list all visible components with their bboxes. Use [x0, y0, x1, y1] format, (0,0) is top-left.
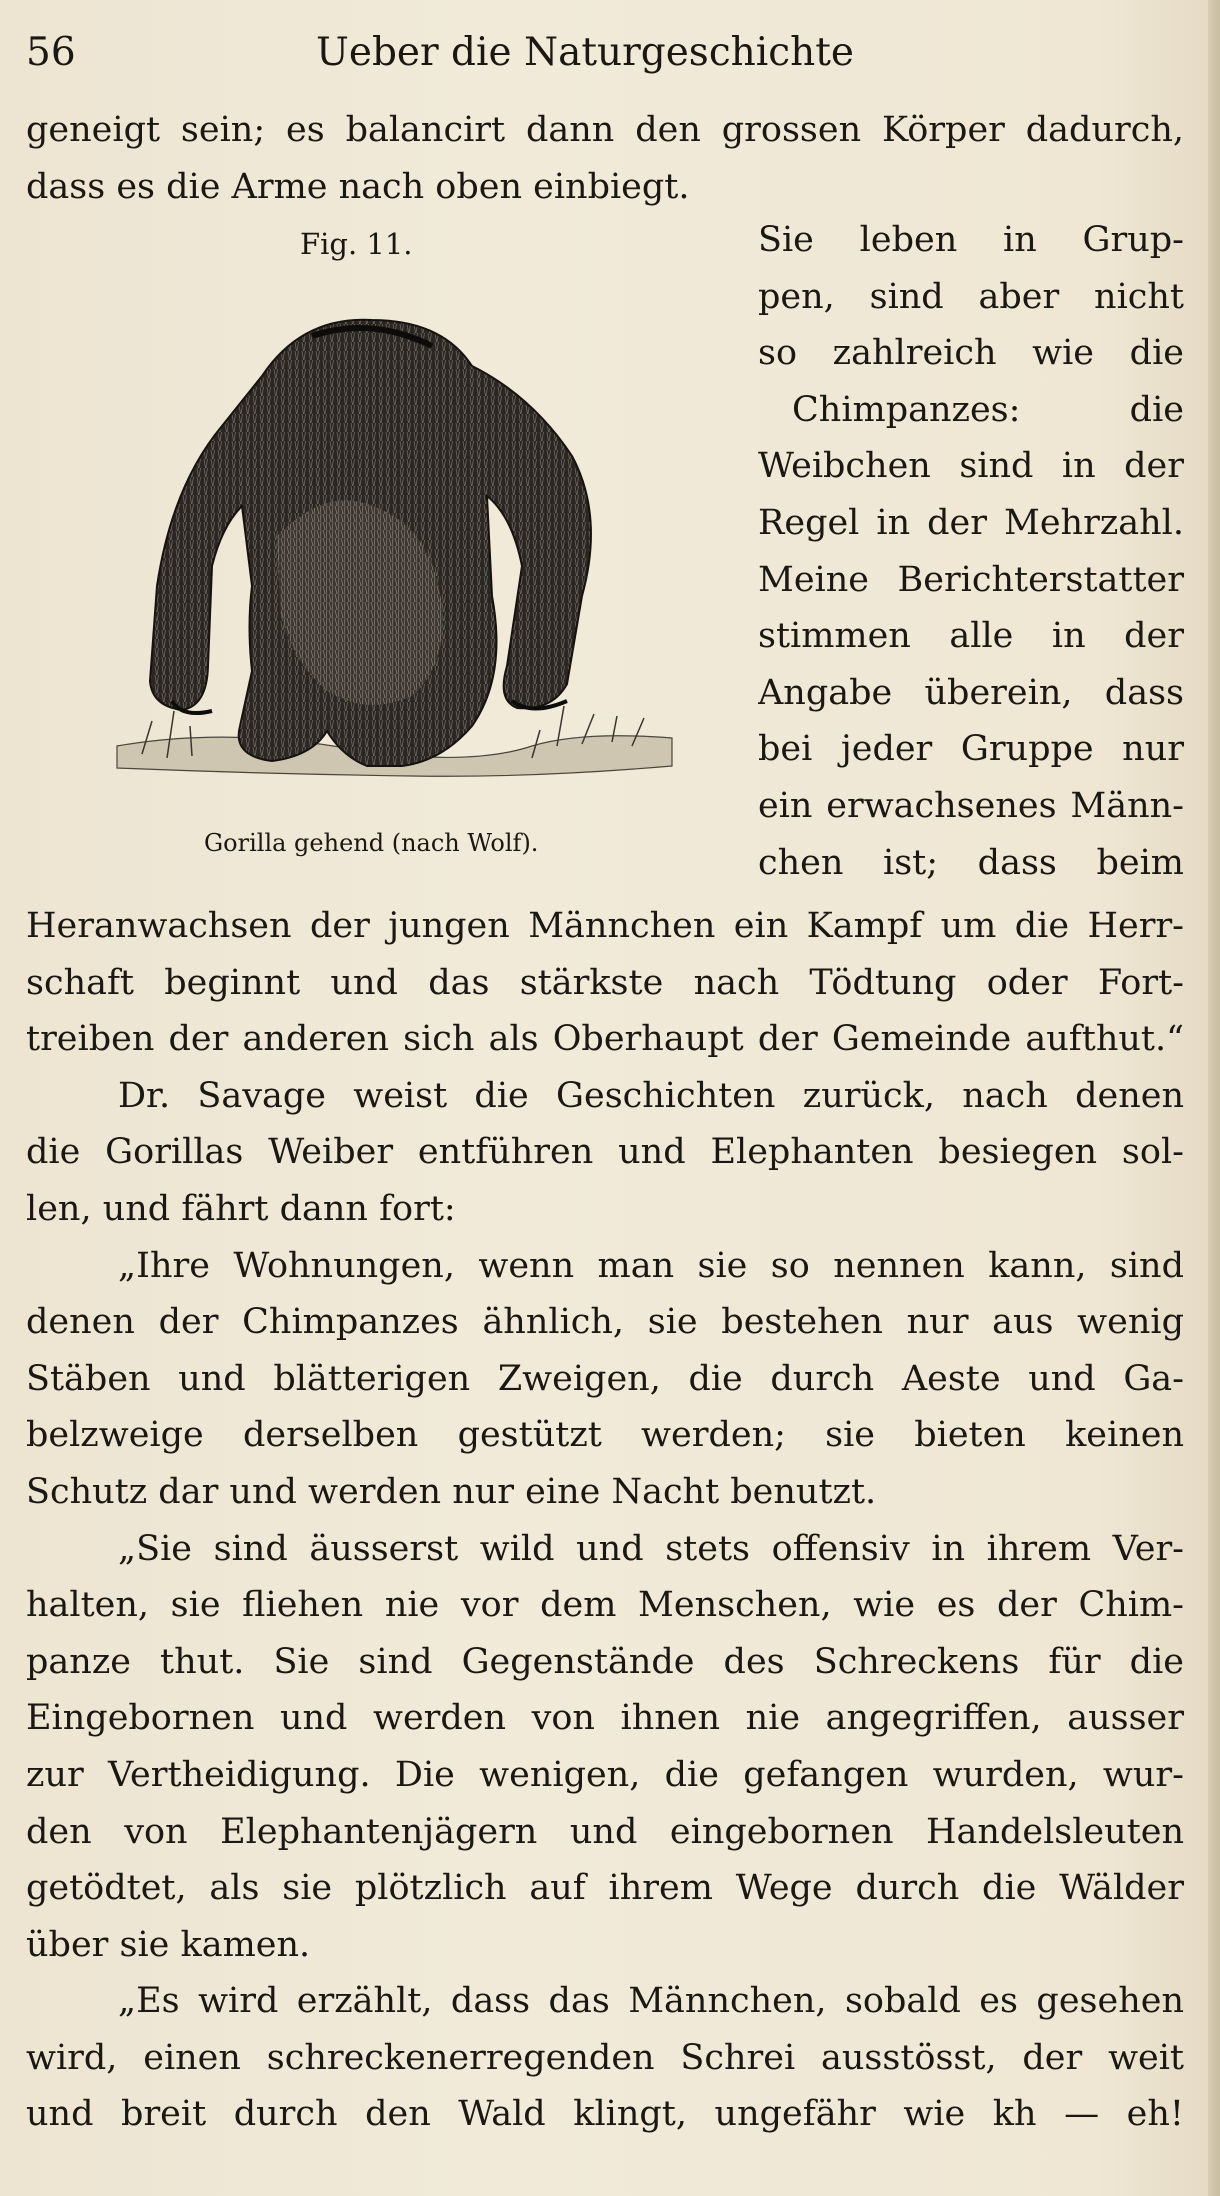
figure-caption: Gorilla gehend (nach Wolf).: [204, 829, 539, 857]
text-line: Schutz dar und werden nur eine Nacht benutzt.: [26, 1471, 877, 1512]
text-line: „Sie sind äusserst wild und stets offensiv in ihrem Ver-: [118, 1528, 1184, 1569]
text-line: Eingebornen und werden von ihnen nie angegriffen, ausser: [26, 1698, 1184, 1739]
text-line: Dr. Savage weist die Geschichten zurück, nach denen: [118, 1075, 1184, 1116]
text-line: die Gorillas Weiber entführen und Elephanten besiegen sol-: [26, 1132, 1184, 1173]
text-line: treiben der anderen sich als Oberhaupt der Gemeinde aufthut.“: [26, 1019, 1184, 1060]
text-line: „Ihre Wohnungen, wenn man sie so nennen kann, sind: [118, 1245, 1184, 1286]
text-line: so zahlreich wie die: [758, 333, 1184, 374]
text-line: Heranwachsen der jungen Männchen ein Kampf um die Herr-: [26, 906, 1184, 946]
text-line: dass es die Arme nach oben einbiegt.: [26, 166, 690, 207]
running-title: Ueber die Naturgeschichte: [316, 30, 854, 75]
text-line: ein erwachsenes Männ-: [758, 785, 1184, 826]
text-line: Meine Berichterstatter: [758, 559, 1184, 600]
figure-label: Fig. 11.: [300, 227, 413, 261]
text-line: len, und fährt dann fort:: [26, 1188, 456, 1229]
side-column-text: [758, 212, 1184, 891]
text-line: halten, sie fliehen nie vor dem Menschen, wie es der Chim-: [26, 1585, 1184, 1626]
text-line: Stäben und blätterigen Zweigen, die durch Aeste und Ga-: [26, 1358, 1184, 1399]
page-number: 56: [26, 30, 76, 75]
text-line: geneigt sein; es balancirt dann den grossen Körper dadurch,: [26, 110, 1184, 150]
main-text: [26, 898, 1184, 2143]
text-line: Chimpanzes: die: [792, 389, 1184, 430]
text-line: über sie kamen.: [26, 1924, 311, 1965]
text-line: getödtet, als sie plötzlich auf ihrem Wege durch die Wälder: [26, 1868, 1184, 1909]
text-line: pen, sind aber nicht: [758, 276, 1184, 317]
text-line: und breit durch den Wald klingt, ungefähr wie kh — eh!: [26, 2094, 1184, 2135]
text-line: Angabe überein, dass: [758, 672, 1184, 713]
page-header: [26, 28, 1186, 78]
text-line: panze thut. Sie sind Gegenstände des Schreckens für die: [26, 1641, 1184, 1682]
text-line: denen der Chimpanzes ähnlich, sie bestehen nur aus wenig: [26, 1302, 1184, 1343]
text-line: stimmen alle in der: [758, 616, 1184, 657]
page-edge: [1208, 0, 1220, 2196]
gorilla-illustration: [112, 306, 682, 796]
text-line: den von Elephantenjägern und eingebornen Handelsleuten: [26, 1811, 1184, 1852]
top-paragraph: [26, 102, 1184, 215]
text-line: „Es wird erzählt, dass das Männchen, sobald es gesehen: [118, 1981, 1184, 2022]
text-line: schaft beginnt und das stärkste nach Tödtung oder Fort-: [26, 962, 1184, 1003]
text-line: wird, einen schreckenerregenden Schrei ausstösst, der weit: [26, 2037, 1184, 2078]
text-line: Weibchen sind in der: [758, 446, 1184, 487]
text-line: belzweige derselben gestützt werden; sie bieten keinen: [26, 1415, 1184, 1456]
text-line: zur Vertheidigung. Die wenigen, die gefangen wurden, wur-: [26, 1754, 1184, 1795]
text-line: chen ist; dass beim: [758, 842, 1184, 883]
text-line: Regel in der Mehrzahl.: [758, 502, 1184, 543]
text-line: Sie leben in Grup-: [758, 220, 1184, 260]
text-line: bei jeder Gruppe nur: [758, 729, 1184, 770]
